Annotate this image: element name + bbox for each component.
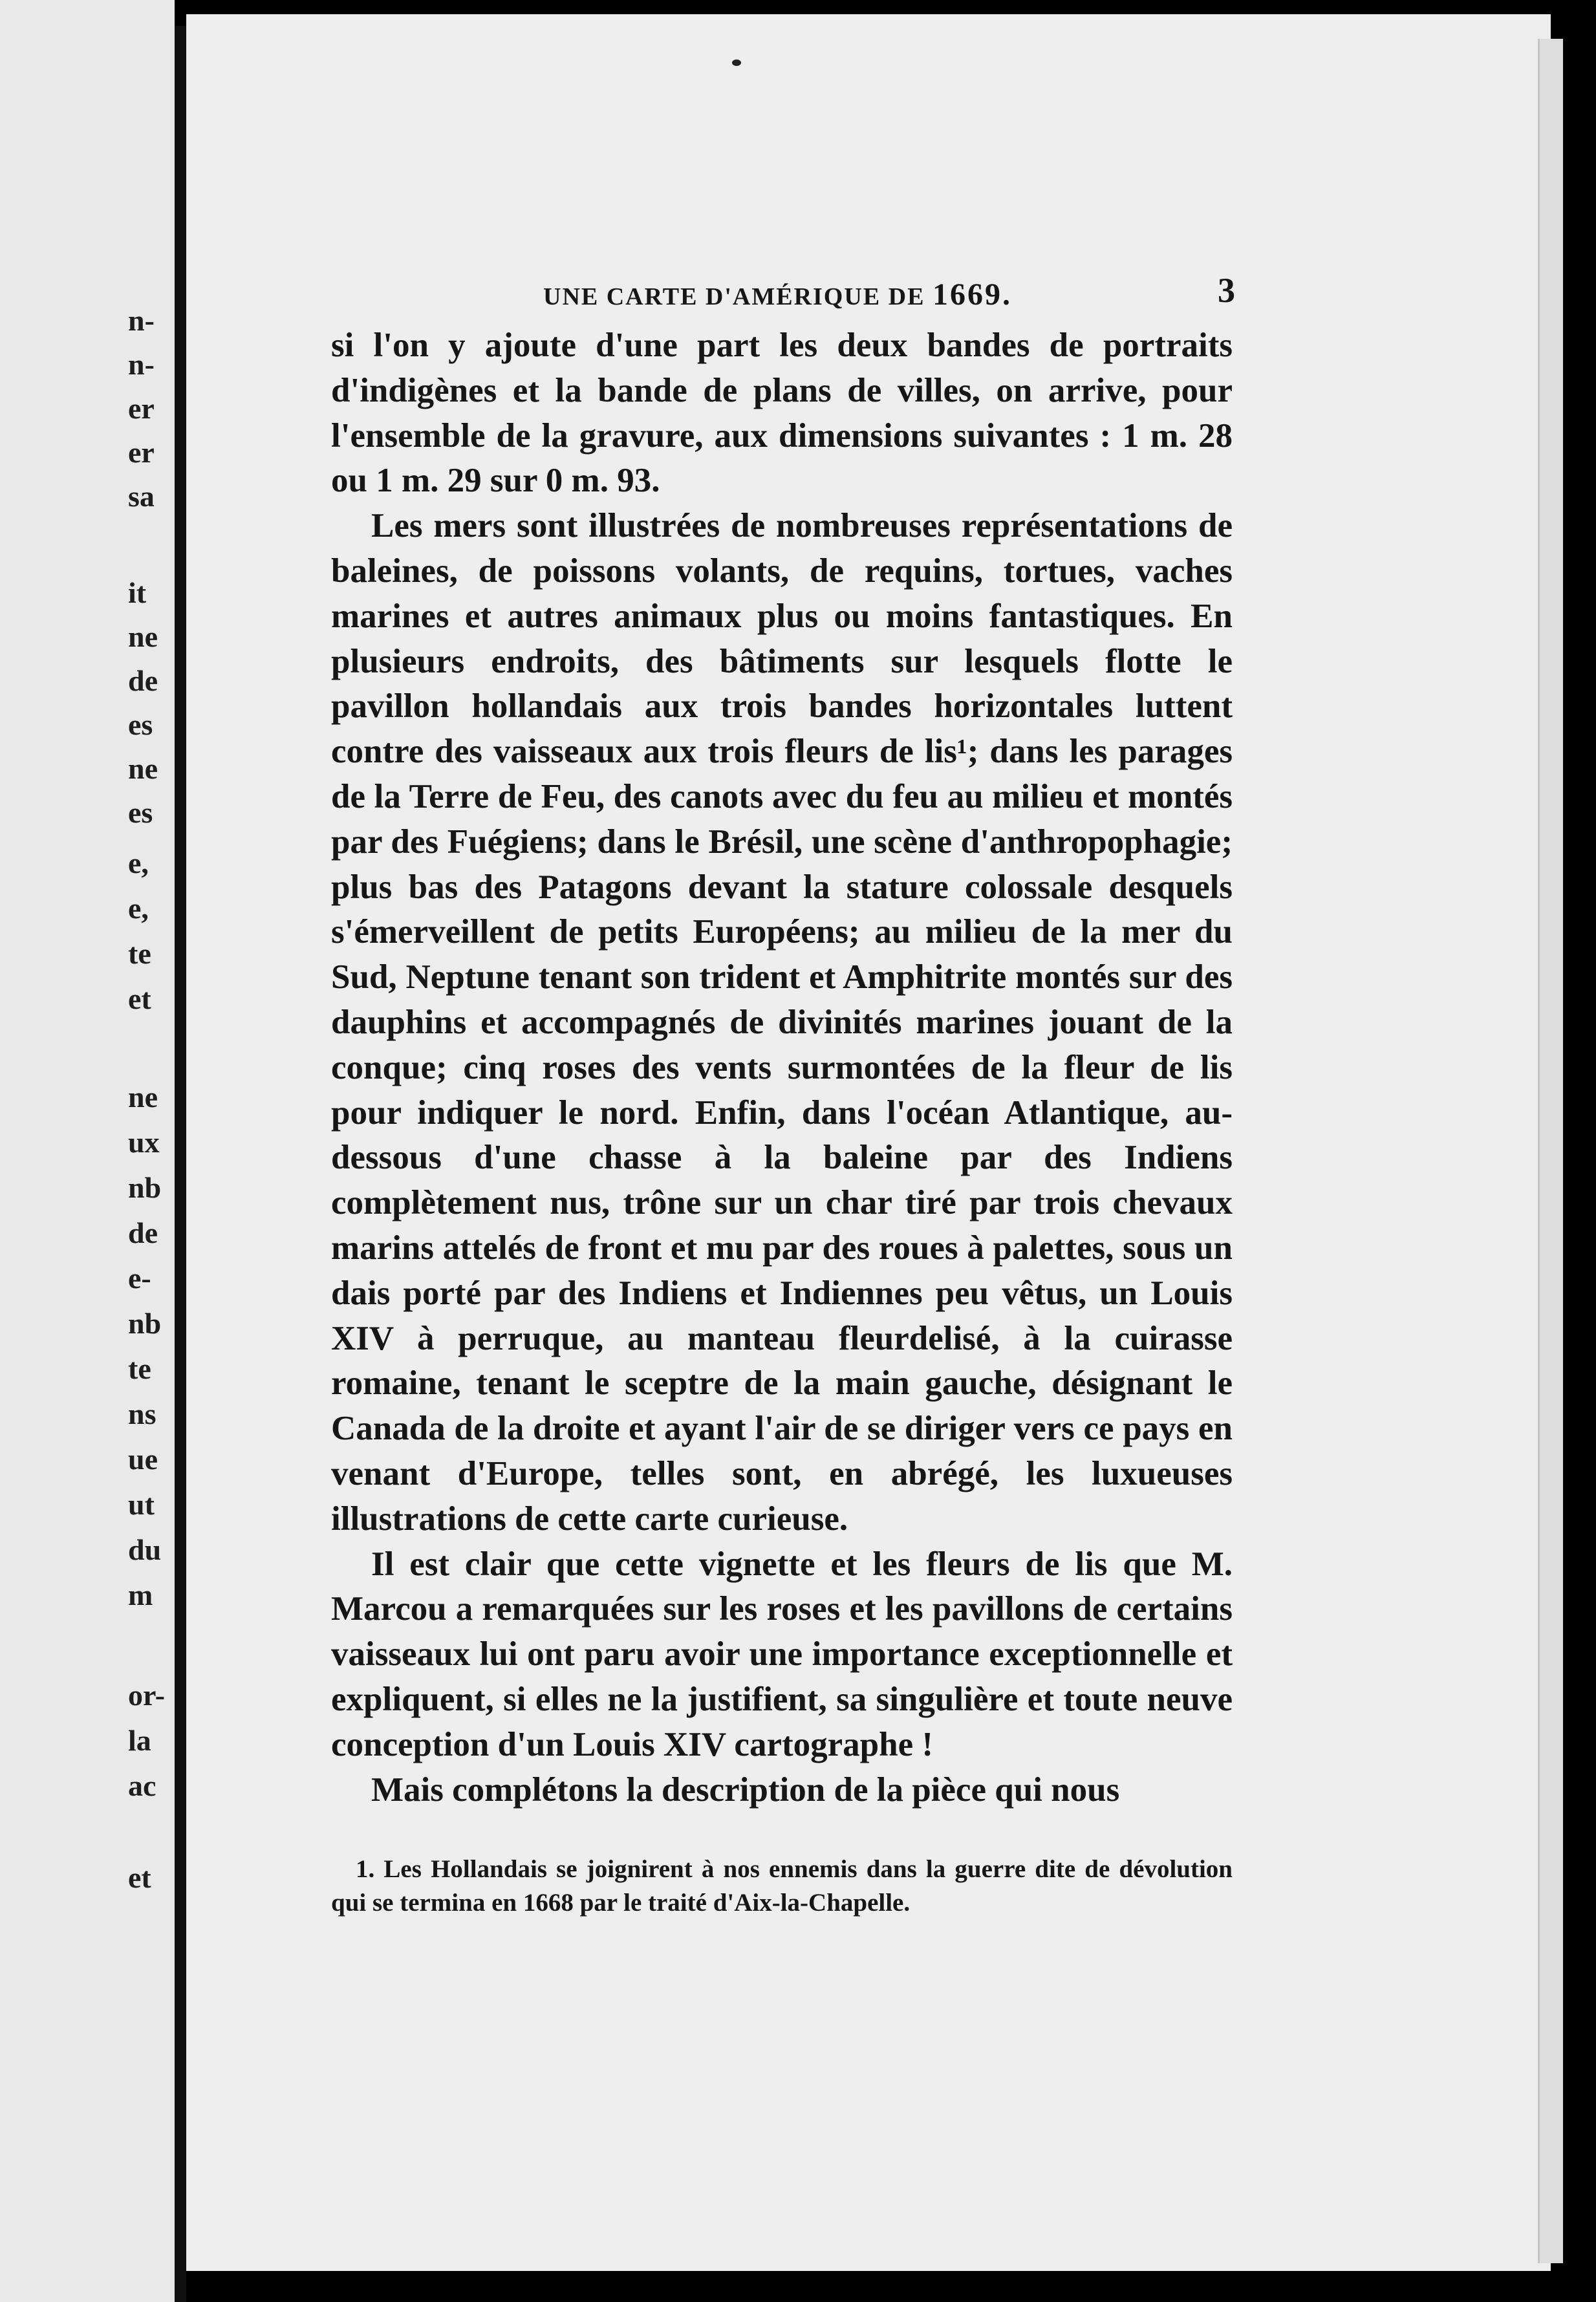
book-gutter [175,26,186,2302]
fragment: ne [128,752,158,785]
fragment: ac [128,1769,156,1802]
fragment: ut [128,1488,155,1521]
fragment: e- [128,1262,151,1295]
fragment: de [128,1216,158,1249]
fragment: n- [128,348,155,381]
fragment: du [128,1533,162,1566]
paragraph: Mais complétons la description de la pièce qui nous [371,1770,1120,1809]
page-number: 3 [1218,271,1235,310]
paragraph: si l'on y ajoute d'une part les deux bandes de portraits d'indigènes et la bande de plans de villes, on arrive, pour l'ensemble de la gravure, aux dimensions suivantes : 1 m. 28 ou 1 m. 29 sur 0 m. 93. [331,327,1233,500]
fragment: et [128,982,151,1015]
fragment: es [128,796,153,829]
ink-speck [732,59,741,66]
previous-page-text-fragments [125,0,175,2302]
running-head-title [543,277,1012,312]
fragment: ux [128,1126,160,1159]
fragment: ne [128,620,158,653]
fragment: nb [128,1307,162,1340]
fragment: ns [128,1397,156,1430]
running-head-text: UNE CARTE D'AMÉRIQUE DE [543,283,925,310]
fragment: la [128,1724,151,1757]
fragment: nb [128,1171,162,1204]
body-text [331,323,1233,1813]
fragment: n- [128,304,155,337]
page-edge [1538,39,1563,2263]
fragment: e, [128,892,149,925]
fragment: et [128,1861,151,1894]
fragment: m [128,1578,153,1611]
previous-page-edge [0,0,175,2302]
fragment: ue [128,1443,158,1476]
fragment: de [128,664,158,697]
fragment: er [128,392,155,425]
running-head [330,270,1235,328]
running-head-year: 1669. [932,277,1012,312]
fragment: it [128,576,147,609]
fragment: sa [128,480,155,513]
paragraph: Il est clair que cette vignette et les fleurs de lis que M. Marcou a remarquées sur les roses et les pavillons de certains vaisseaux lui ont paru avoir une importance exceptionnelle et expliquent, si elles ne la justifient, sa singulière et toute neuve conception d'un Louis XIV cartographe ! [331,1545,1233,1763]
fragment: te [128,937,151,970]
fragment: or- [128,1679,166,1712]
footnote: 1. Les Hollandais se joignirent à nos ennemis dans la guerre dite de dévolution qui se termina en 1668 par le traité d'Aix-la-Chapelle. [331,1855,1233,1917]
paragraph: Les mers sont illustrées de nombreuses représentations de baleines, de poissons volants, de requins, tortues, vaches marines et autres animaux plus ou moins fantastiques. En plusieurs endroits, des bâtiments sur lesquels flotte le pavillon hollandais aux trois bandes horizontales luttent contre des vaisseaux aux trois fleurs de lis¹; dans les parages de la Terre de Feu, des canots avec du feu au milieu et montés par des Fuégiens; dans le Brésil, une scène d'anthropophagie; plus bas des Patagons devant la stature colossale desquels s'émerveillent de petits Européens; au milieu de la mer du Sud, Neptune tenant son trident et Amphitrite montés sur des dauphins et accompagnés de divinités marines jouant de la conque; cinq roses des vents surmontées de la fleur de lis pour indiquer le nord. Enfin, dans l'océan Atlantique, au-dessous d'une chasse à la baleine par des Indiens complètement nus, trône sur un char tiré par trois chevaux marins attelés de front et mu par des roues à palettes, sous un dais porté par des Indiens et Indiennes peu vêtus, un Louis XIV à perruque, au manteau fleurdelisé, à la cuirasse romaine, tenant le sceptre de la main gauche, désignant le Canada de la droite et ayant l'air de se diriger vers ce pays en venant d'Europe, telles sont, en abrégé, les luxueuses illustrations de cette carte curieuse. [331,507,1233,1538]
fragment: e, [128,846,149,879]
fragment: er [128,436,155,469]
fragment: ne [128,1081,158,1113]
fragment: te [128,1352,151,1385]
fragment: es [128,708,153,741]
